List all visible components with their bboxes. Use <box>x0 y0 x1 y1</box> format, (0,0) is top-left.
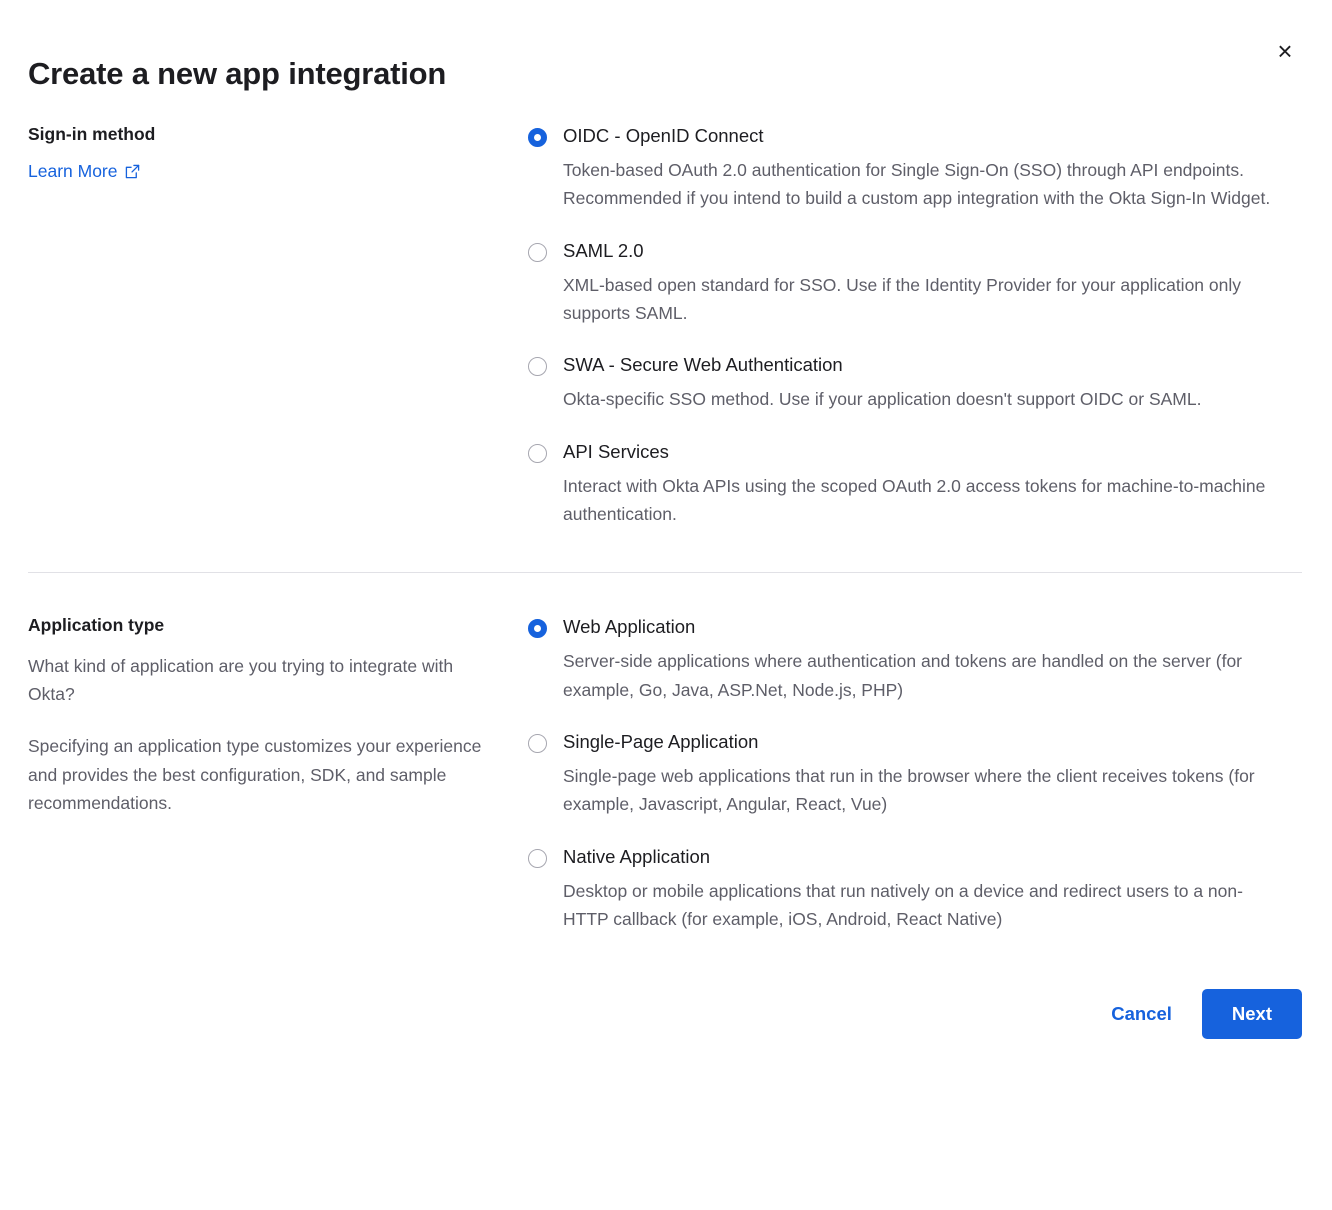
next-button[interactable]: Next <box>1202 989 1302 1039</box>
apptype-option-native-application-label[interactable]: Native Application <box>563 845 711 867</box>
apptype-option-native-application[interactable] <box>528 845 1302 934</box>
application-type-paragraph-1: What kind of application are you trying to integrate with Okta? <box>28 655 454 705</box>
cancel-button[interactable]: Cancel <box>1107 993 1176 1035</box>
signin-option-swa-description: Okta-specific SSO method. Use if your application doesn't support OIDC or SAML. <box>563 389 1202 410</box>
application-type-paragraph-2: Specifying an application type customizes your experience and provides the best configuration, SDK, and sample recommendations. <box>28 736 482 814</box>
learn-more-label: Learn More <box>28 160 118 181</box>
application-type-left-column <box>28 613 528 817</box>
apptype-option-single-page-application-text <box>563 730 1302 819</box>
apptype-option-web-application[interactable] <box>528 615 1302 704</box>
radio-icon-saml[interactable] <box>528 243 547 262</box>
section-divider <box>28 572 1302 573</box>
apptype-option-web-application-text <box>563 615 1302 704</box>
signin-option-saml[interactable] <box>528 239 1302 328</box>
signin-option-saml-text <box>563 239 1302 328</box>
apptype-option-web-application-description: Server-side applications where authentication and tokens are handled on the server (for example, Go, Java, ASP.Net, Node.js, PHP) <box>563 651 1243 700</box>
learn-more-link[interactable] <box>28 161 140 182</box>
radio-icon-oidc[interactable] <box>528 128 547 147</box>
application-type-heading: Application type <box>28 615 165 636</box>
signin-option-swa[interactable] <box>528 353 1302 413</box>
signin-option-api-services[interactable] <box>528 440 1302 529</box>
close-icon[interactable]: × <box>1270 36 1300 66</box>
sign-in-method-left-column <box>28 122 528 182</box>
signin-option-oidc-label[interactable]: OIDC - OpenID Connect <box>563 125 764 146</box>
signin-option-api-services-text <box>563 440 1302 529</box>
radio-icon-web-application[interactable] <box>528 619 547 638</box>
signin-option-api-services-description: Interact with Okta APIs using the scoped OAuth 2.0 access tokens for machine-to-machine authentication. <box>563 475 1266 524</box>
signin-option-oidc-description: Token-based OAuth 2.0 authentication for Single Sign-On (SSO) through API endpoints. Recommended if you intend to build a custom app integration with the Okta Sign-In Widget. <box>563 159 1271 209</box>
apptype-option-single-page-application[interactable] <box>528 730 1302 819</box>
signin-option-oidc[interactable] <box>528 124 1302 213</box>
signin-option-api-services-label[interactable]: API Services <box>563 440 669 462</box>
radio-icon-swa[interactable] <box>528 357 547 376</box>
radio-icon-api-services[interactable] <box>528 444 547 463</box>
external-link-icon <box>125 164 140 179</box>
application-type-section <box>0 613 1332 933</box>
sign-in-method-heading: Sign-in method <box>28 124 156 144</box>
page-title: Create a new app integration <box>28 56 447 91</box>
apptype-option-native-application-text <box>563 845 1302 934</box>
signin-option-swa-label[interactable]: SWA - Secure Web Authentication <box>563 354 843 376</box>
signin-option-saml-label[interactable]: SAML 2.0 <box>563 239 644 261</box>
apptype-option-native-application-description: Desktop or mobile applications that run natively on a device and redirect users to a non-HTTP callback (for example, iOS, Android, React Native) <box>563 880 1243 929</box>
apptype-option-single-page-application-description: Single-page web applications that run in the browser where the client receives tokens (for example, Javascript, Angular, React, Vue) <box>563 765 1255 815</box>
apptype-option-web-application-label[interactable]: Web Application <box>563 616 696 638</box>
apptype-option-single-page-application-label[interactable]: Single-Page Application <box>563 730 759 752</box>
radio-icon-single-page-application[interactable] <box>528 734 547 753</box>
sign-in-method-options <box>528 122 1302 528</box>
dialog-footer <box>0 933 1332 1039</box>
signin-option-saml-description: XML-based open standard for SSO. Use if the Identity Provider for your application only supports SAML. <box>563 274 1241 323</box>
signin-option-oidc-text <box>563 124 1302 213</box>
radio-icon-native-application[interactable] <box>528 849 547 868</box>
sign-in-method-section <box>0 122 1332 528</box>
signin-option-swa-text <box>563 353 1302 413</box>
application-type-options <box>528 613 1302 933</box>
